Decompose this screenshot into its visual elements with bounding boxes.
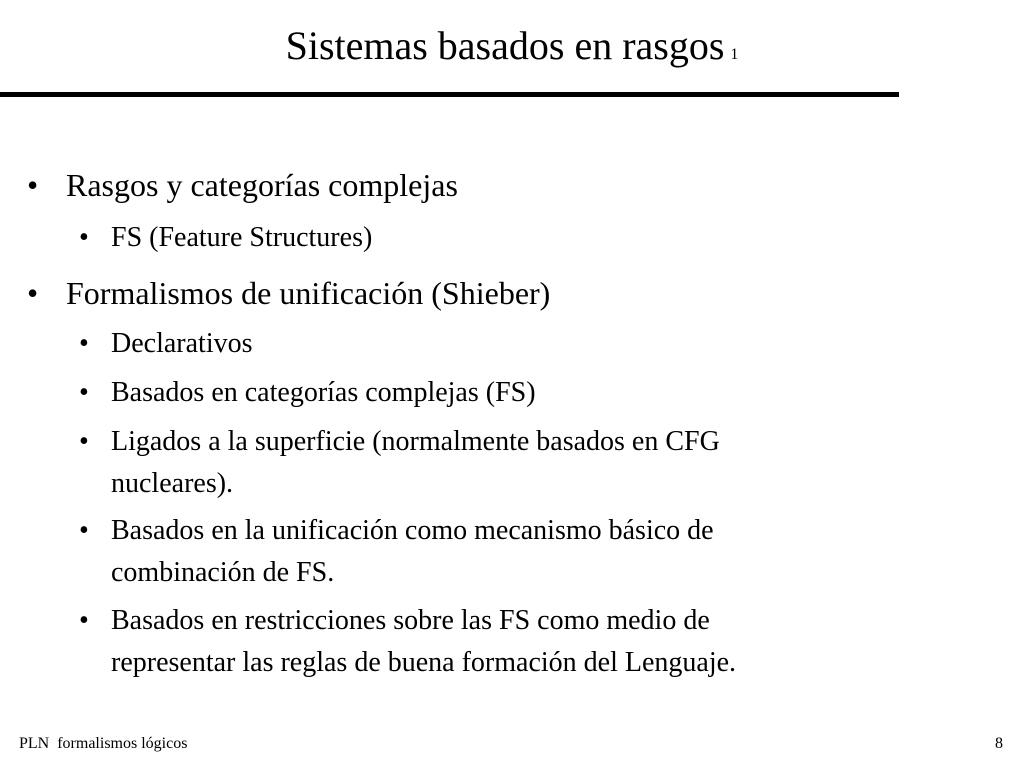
footer-page-number: 8 — [995, 735, 1003, 752]
bullet-text: Declarativos — [111, 328, 253, 359]
bullet-text: Ligados a la superficie (normalmente basados en CFG — [111, 426, 720, 457]
slide-title — [0, 22, 1024, 79]
title-text: Sistemas basados en rasgos — [285, 23, 725, 68]
bullet-icon: • — [79, 222, 89, 253]
bullet-icon: • — [79, 377, 89, 408]
bullet-text: representar las reglas de buena formación del Lenguaje. — [111, 647, 737, 678]
bullet-icon: • — [27, 275, 39, 311]
bullet-icon: • — [79, 328, 89, 359]
bullet-text: FS (Feature Structures) — [111, 222, 373, 253]
footer-course-label: PLN formalismos lógicos — [19, 735, 188, 752]
bullet-text: Formalismos de unificación (Shieber) — [66, 275, 551, 311]
title-superscript: 1 — [730, 46, 739, 63]
title-divider — [0, 92, 899, 97]
bullet-icon: • — [79, 605, 89, 636]
bullet-text: Basados en restricciones sobre las FS como medio de — [111, 605, 710, 636]
bullet-text: Rasgos y categorías complejas — [66, 167, 458, 203]
bullet-icon: • — [79, 515, 89, 546]
bullet-text: combinación de FS. — [111, 557, 335, 588]
bullet-text: Basados en categorías complejas (FS) — [111, 377, 536, 408]
bullet-text: Basados en la unificación como mecanismo básico de — [111, 515, 714, 546]
bullet-icon: • — [79, 426, 89, 457]
bullet-icon: • — [27, 167, 39, 203]
bullet-text: nucleares). — [111, 468, 234, 499]
